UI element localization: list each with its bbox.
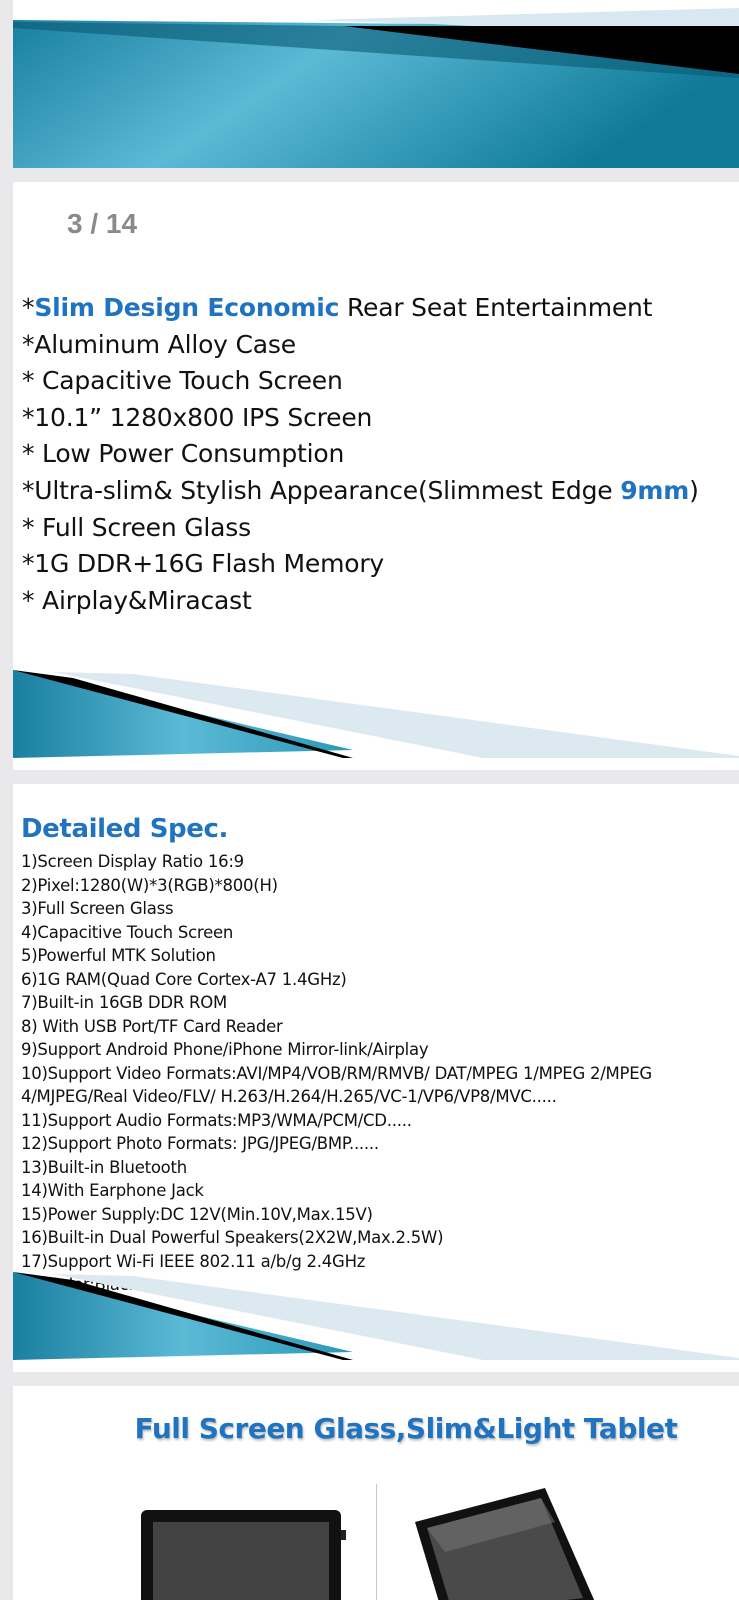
feature-highlight: Slim Design Economic: [34, 293, 340, 322]
spec-item: 4)Capacitive Touch Screen: [21, 922, 234, 942]
spec-list: [21, 850, 721, 1297]
feature-item: *1G DDR+16G Flash Memory: [22, 549, 385, 579]
spec-item: 8) With USB Port/TF Card Reader: [21, 1016, 283, 1036]
spec-item: 13)Built-in Bluetooth: [21, 1157, 187, 1177]
spec-item: 3)Full Screen Glass: [21, 899, 174, 918]
slide-banner-top: [13, 0, 739, 168]
feature-item: * Capacitive Touch Screen: [22, 366, 343, 396]
tablet-front-image: [139, 1508, 359, 1600]
spec-item: 12)Support Photo Formats: JPG/JPEG/BMP......: [21, 1134, 379, 1153]
spec-item: 10)Support Video Formats:AVI/MP4/VOB/RM/RMVB/ DAT/MPEG 1/MPEG 2/MPEG 4/MJPEG/Real Video/FLV/ H.263/H.264/H.265/VC-1/VP6/VP8/MVC.....: [21, 1063, 652, 1106]
spec-item: 5)Powerful MTK Solution: [21, 946, 216, 965]
spec-item: 7)Built-in 16GB DDR ROM: [21, 993, 227, 1012]
spec-item: 11)Support Audio Formats:MP3/WMA/PCM/CD.....: [21, 1110, 412, 1130]
spec-heading: Detailed Spec.: [21, 814, 228, 844]
tablet-angled-image: [405, 1482, 605, 1600]
divider: [376, 1484, 377, 1600]
slide-tablet-images: [13, 1386, 739, 1600]
spec-item: 17)Support Wi-Fi IEEE 802.11 a/b/g 2.4GHz: [21, 1251, 366, 1271]
spec-item: 14)With Earphone Jack: [21, 1181, 204, 1200]
slide-footer-graphic: [13, 670, 739, 770]
feature-item: *Aluminum Alloy Case: [22, 329, 296, 359]
feature-item: * Full Screen Glass: [22, 512, 251, 542]
page-counter: 3 / 14: [67, 208, 138, 239]
slide-headline: Full Screen Glass,Slim&Light Tablet: [134, 1412, 678, 1445]
feature-list: [22, 290, 699, 619]
feature-item: *Slim Design Economic Rear Seat Entertainment: [22, 293, 653, 322]
slide-detailed-spec: [13, 784, 739, 1372]
feature-highlight: 9mm: [620, 475, 690, 505]
feature-item: *Ultra-slim& Stylish Appearance(Slimmest Edge 9mm): [22, 475, 699, 505]
spec-item: 6)1G RAM(Quad Core Cortex-A7 1.4GHz): [21, 969, 347, 989]
feature-item: *10.1” 1280x800 IPS Screen: [22, 402, 373, 432]
spec-item: 16)Built-in Dual Powerful Speakers(2X2W,Max.2.5W): [21, 1228, 444, 1247]
spec-item: 1)Screen Display Ratio 16:9: [21, 852, 244, 871]
banner-graphic: [13, 0, 739, 168]
slide-features: [13, 182, 739, 770]
spec-item: 9)Support Android Phone/iPhone Mirror-link/Airplay: [21, 1040, 429, 1059]
spec-item: 2)Pixel:1280(W)*3(RGB)*800(H): [21, 875, 278, 895]
feature-item: * Airplay&Miracast: [22, 585, 252, 615]
slide-footer-graphic: [13, 1272, 739, 1372]
feature-item: * Low Power Consumption: [22, 439, 345, 469]
spec-item: 15)Power Supply:DC 12V(Min.10V,Max.15V): [21, 1204, 373, 1224]
